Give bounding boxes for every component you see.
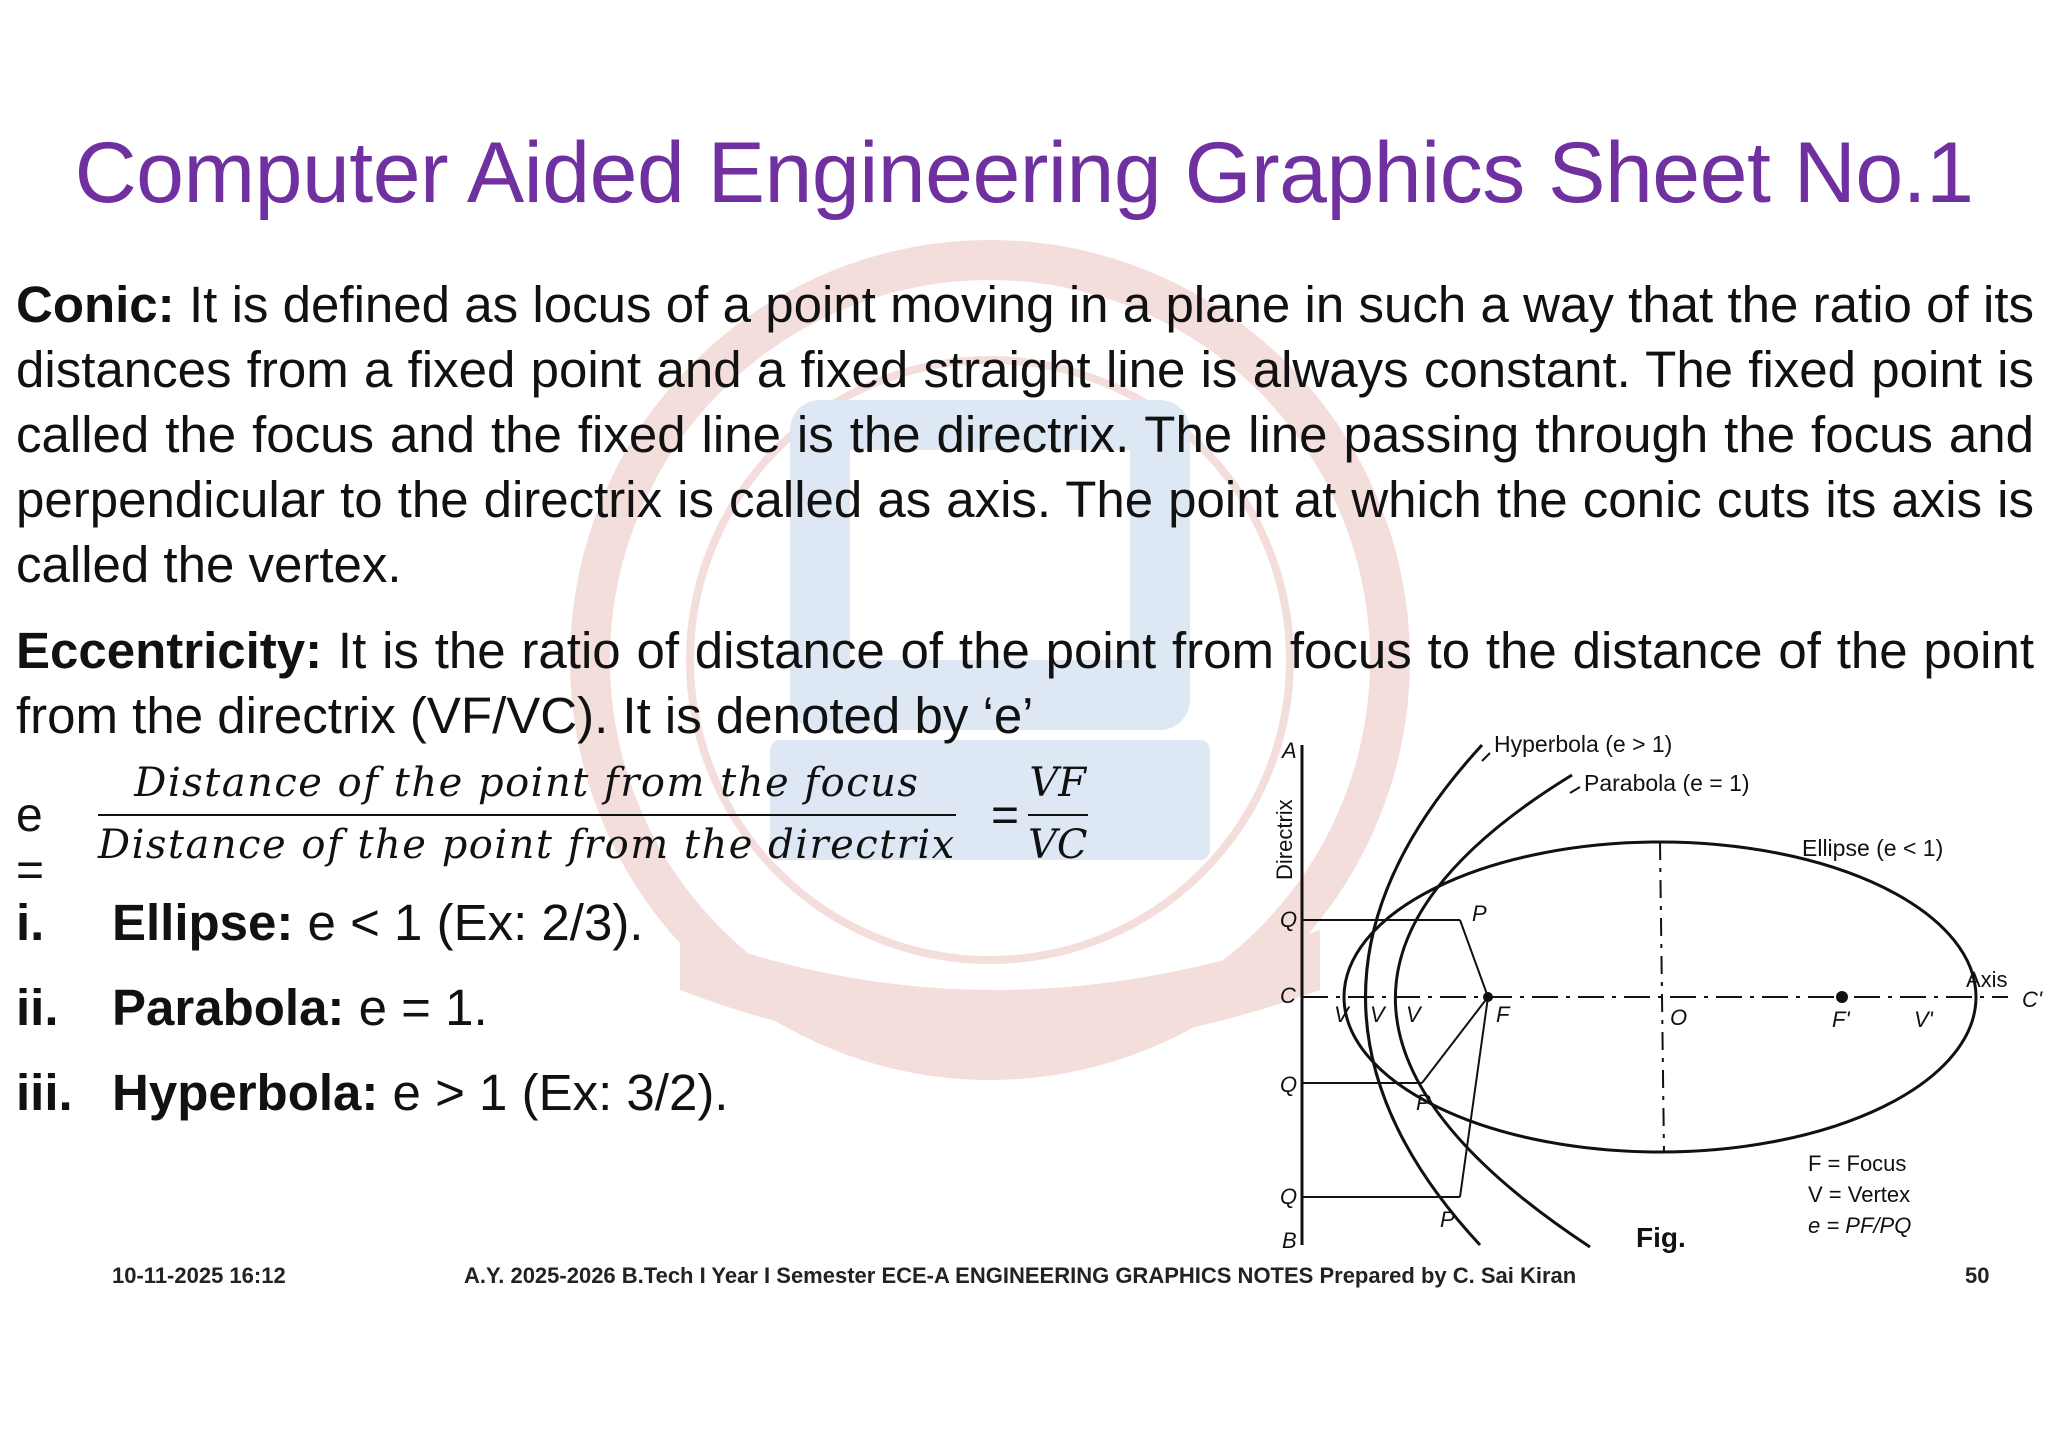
formula-denominator: Distance of the point from the directrix	[98, 822, 956, 868]
list-text: e = 1.	[344, 979, 488, 1036]
list-text: e < 1 (Ex: 2/3).	[293, 894, 644, 951]
eccentricity-text: It is the ratio of distance of the point from focus to the distance of the point from the directrix (VF/VC). It is denoted by ‘e’	[16, 622, 2034, 744]
second-focus-point	[1836, 991, 1848, 1003]
hyperbola-label: Hyperbola (e > 1)	[1494, 731, 1673, 757]
formula-numerator: Distance of the point from the focus	[98, 760, 956, 816]
label-p-bottom: P	[1440, 1207, 1455, 1232]
formula-fraction	[98, 760, 956, 868]
label-q-bottom: Q	[1280, 1184, 1298, 1209]
label-o: O	[1670, 1005, 1688, 1030]
label-a: A	[1282, 738, 1297, 763]
conic-definition	[16, 272, 2034, 597]
label-p-top: P	[1472, 901, 1487, 926]
conic-sections-figure	[1270, 725, 2048, 1265]
label-c: C	[1280, 983, 1296, 1008]
hyperbola-leader	[1482, 753, 1490, 761]
label-f: F	[1496, 1002, 1510, 1027]
label-v-parabola: V	[1370, 1002, 1385, 1027]
list-item-hyperbola	[16, 1063, 728, 1123]
label-v-ellipse: V	[1406, 1002, 1421, 1027]
footer-course-info: A.Y. 2025-2026 B.Tech I Year I Semester ECE-A ENGINEERING GRAPHICS NOTES Prepared by C. Sai Kiran	[464, 1263, 1577, 1288]
parabola-leader	[1570, 787, 1580, 793]
focus-point	[1483, 992, 1493, 1002]
list-item-ellipse	[16, 893, 643, 953]
list-term: Parabola:	[112, 979, 345, 1036]
legend-vertex: V = Vertex	[1808, 1182, 1911, 1207]
pf-line-top	[1460, 920, 1488, 997]
eccentricity-term: Eccentricity:	[16, 622, 323, 679]
label-p-mid: P	[1416, 1090, 1431, 1115]
list-term: Ellipse:	[112, 894, 294, 951]
conic-term: Conic:	[16, 276, 175, 333]
label-q-mid: Q	[1280, 1072, 1298, 1097]
footer-page-number: 50	[1965, 1263, 1990, 1288]
label-v-hyperbola: V	[1334, 1002, 1349, 1027]
directrix-label: Directrix	[1272, 799, 1297, 880]
legend-focus: F = Focus	[1808, 1151, 1907, 1176]
formula-numerator-short: VF	[1028, 760, 1088, 816]
list-term: Hyperbola:	[112, 1064, 379, 1121]
label-f-prime: F'	[1832, 1007, 1850, 1032]
legend-eccentricity: e = PF/PQ	[1808, 1213, 1912, 1238]
parabola-label: Parabola (e = 1)	[1584, 770, 1750, 796]
list-text: e > 1 (Ex: 3/2).	[378, 1064, 729, 1121]
label-v-prime: V'	[1914, 1007, 1933, 1032]
formula-equals: =	[991, 789, 1020, 842]
formula-fraction-short	[1028, 760, 1088, 868]
slide-title: Computer Aided Engineering Graphics Sheet No.1	[74, 125, 1974, 221]
conic-text: It is defined as locus of a point moving in a plane in such a way that the ratio of its distances from a fixed point and a fixed straight line is always constant. The fixed point is called the focus and the fixed line is the directrix. The line passing through the focus and perpendicular to the directrix is called as axis. The point at which the conic cuts its axis is called the vertex.	[16, 276, 2034, 593]
figure-caption: Fig.	[1636, 1222, 1686, 1253]
label-c-prime: C'	[2022, 987, 2043, 1012]
formula-denominator-short: VC	[1028, 822, 1088, 868]
list-number: iii.	[16, 1064, 73, 1121]
list-number: i.	[16, 894, 45, 951]
axis-label: Axis	[1966, 967, 2008, 992]
ellipse-label: Ellipse (e < 1)	[1802, 835, 1944, 861]
list-number: ii.	[16, 979, 59, 1036]
label-q-top: Q	[1280, 907, 1298, 932]
formula-lhs: e =	[16, 789, 45, 897]
footer-date: 10-11-2025 16:12	[112, 1263, 286, 1288]
list-item-parabola	[16, 978, 488, 1038]
label-b: B	[1282, 1228, 1297, 1253]
